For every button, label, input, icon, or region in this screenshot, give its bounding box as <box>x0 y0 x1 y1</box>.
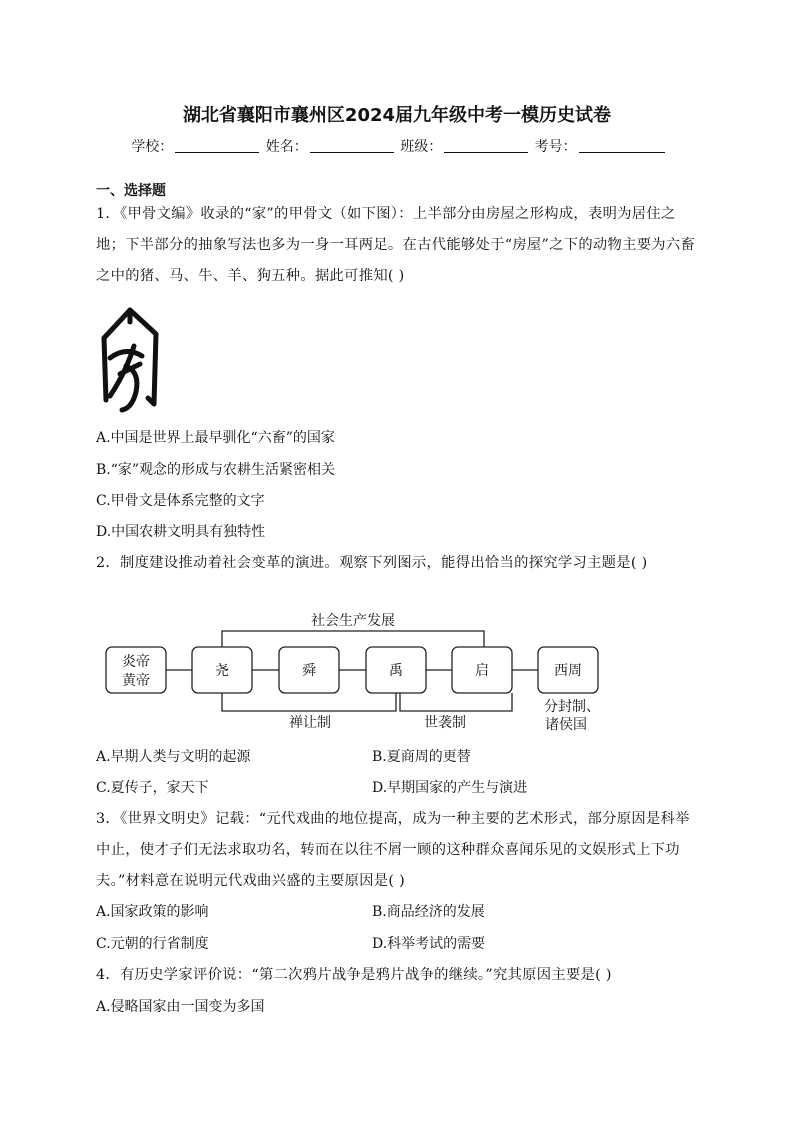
q1-option-d[interactable]: D.中国农耕文明具有独特性 <box>96 524 266 540</box>
q1-option-b[interactable]: B.“家”观念的形成与农耕生活紧密相关 <box>96 462 336 478</box>
box1-text-line2: 黄帝 <box>122 673 150 689</box>
label-fenfeng-1: 分封制、 <box>544 699 600 715</box>
q1-stem: 1．《甲骨文编》收录的“家”的甲骨文（如下图）：上半部分由房屋之形构成，表明为居住之地；下半部分的抽象写法也多为一身一耳两足。在古代能够处于“房屋”之下的动物主要为六畜之中的猪、马、牛、羊、狗五种。据此可推知( ) <box>96 206 696 284</box>
shanrang-bracket <box>222 693 396 711</box>
oracle-bone-jia-glyph <box>96 300 166 418</box>
q2-diagram <box>100 605 620 735</box>
q3-option-b[interactable]: B.商品经济的发展 <box>372 904 485 920</box>
label-fenfeng-2: 诸侯国 <box>545 717 587 733</box>
q3-option-d[interactable]: D.科举考试的需要 <box>372 936 486 952</box>
class-label: 班级： <box>400 139 443 155</box>
node-xizhou: 西周 <box>554 663 582 679</box>
exam-no-blank[interactable] <box>579 138 665 153</box>
exam-title: 湖北省襄阳市襄州区2024届九年级中考一模历史试卷 <box>182 105 612 126</box>
q1-option-c[interactable]: C.甲骨文是体系完整的文字 <box>96 493 265 509</box>
name-label: 姓名： <box>265 139 308 155</box>
node-yu: 禹 <box>389 663 403 679</box>
q2-option-d[interactable]: D.早期国家的产生与演进 <box>372 780 528 796</box>
q4-option-a[interactable]: A.侵略国家由一国变为多国 <box>96 999 265 1015</box>
exam-no-label: 考号： <box>534 139 577 155</box>
label-shixi: 世袭制 <box>424 715 466 731</box>
box1-text-line1: 炎帝 <box>122 654 150 670</box>
label-social-production: 社会生产发展 <box>311 613 395 629</box>
q1-option-a[interactable]: A.中国是世界上最早驯化“六畜”的国家 <box>96 430 335 446</box>
q2-option-a[interactable]: A.早期人类与文明的起源 <box>96 749 251 765</box>
node-shun: 舜 <box>302 663 316 679</box>
q3-option-a[interactable]: A.国家政策的影响 <box>96 904 209 920</box>
q2-stem: 2．制度建设推动着社会变革的演进。观察下列图示，能得出恰当的探究学习主题是( ) <box>96 555 648 571</box>
q3-option-c[interactable]: C.元朝的行省制度 <box>96 936 209 952</box>
school-blank[interactable] <box>175 138 259 153</box>
shixi-bracket <box>400 693 512 711</box>
section-heading: 一、选择题 <box>96 183 166 199</box>
q4-stem: 4．有历史学家评价说：“第二次鸦片战争是鸦片战争的继续。”究其原因主要是( ) <box>96 967 612 983</box>
name-blank[interactable] <box>310 138 394 153</box>
node-qi: 启 <box>475 663 489 679</box>
q3-stem: 3．《世界文明史》记载：“元代戏曲的地位提高，成为一种主要的艺术形式，部分原因是科举中止，使才子们无法求取功名，转而在以往不屑一顾的这种群众喜闻乐见的文娱形式上下功夫。”材料意在说明元代戏曲兴盛的主要原因是( ) <box>96 811 690 889</box>
q2-option-c[interactable]: C.夏传子，家天下 <box>96 780 209 796</box>
top-bracket <box>222 631 484 647</box>
class-blank[interactable] <box>444 138 528 153</box>
q2-option-b[interactable]: B.夏商周的更替 <box>372 749 471 765</box>
school-label: 学校： <box>131 139 174 155</box>
label-shanrang: 禅让制 <box>289 715 331 731</box>
student-info-line <box>0 136 794 156</box>
node-yao: 尧 <box>215 663 229 679</box>
